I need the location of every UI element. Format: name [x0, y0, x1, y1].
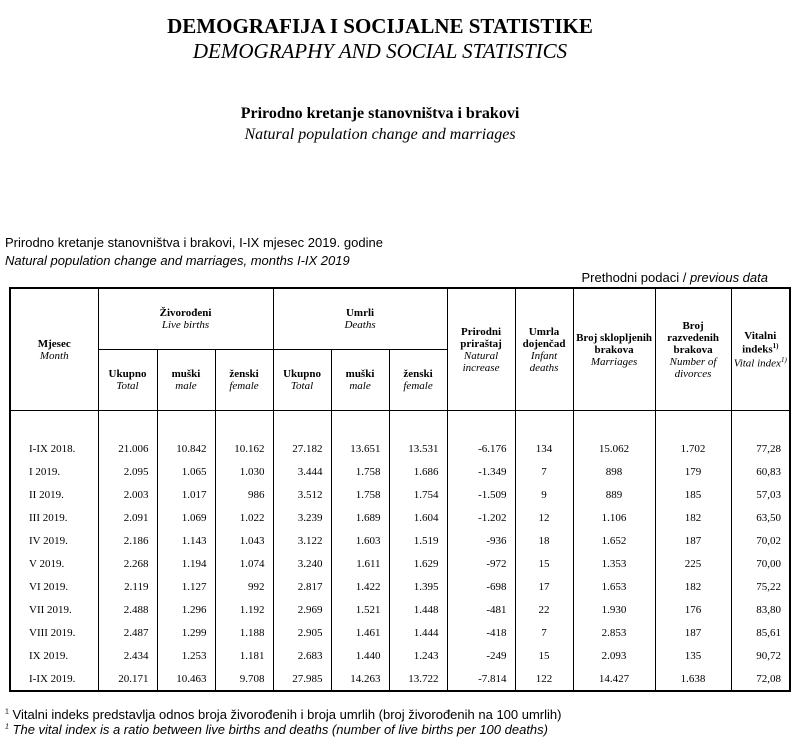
row-value: 1.065 [157, 460, 215, 483]
row-month: IX 2019. [29, 649, 69, 662]
row-value: 2.434 [98, 644, 157, 667]
row-value: 9.708 [215, 667, 273, 691]
row-value: 1.243 [389, 644, 447, 667]
row-value: 185 [655, 483, 731, 506]
row-value: 122 [515, 667, 573, 691]
row-value: 182 [655, 506, 731, 529]
row-value: 3.122 [273, 529, 331, 552]
row-value: -249 [447, 644, 515, 667]
row-value: 1.299 [157, 621, 215, 644]
row-value: 2.119 [98, 575, 157, 598]
row-value: 1.652 [573, 529, 655, 552]
row-value: 986 [215, 483, 273, 506]
row-value: -1.349 [447, 460, 515, 483]
row-value: -936 [447, 529, 515, 552]
table-row [10, 667, 790, 691]
section-title: Prirodno kretanje stanovništva i brakovi [240, 105, 520, 122]
row-value: 135 [655, 644, 731, 667]
table-row [10, 644, 790, 667]
row-value: 2.091 [98, 506, 157, 529]
row-value: -418 [447, 621, 515, 644]
row-value: 70,02 [731, 529, 790, 552]
row-value: 2.905 [273, 621, 331, 644]
row-month: III 2019. [29, 511, 68, 524]
row-value: 1.143 [157, 529, 215, 552]
row-value: 2.003 [98, 483, 157, 506]
row-value: 1.754 [389, 483, 447, 506]
row-value: 1.758 [331, 460, 389, 483]
row-value: 1.521 [331, 598, 389, 621]
row-value: 2.268 [98, 552, 157, 575]
row-value: 1.422 [331, 575, 389, 598]
row-value: 1.519 [389, 529, 447, 552]
table-row [10, 575, 790, 598]
footnote-en: $^1$ The vital index is a ratio between live births and deaths (number of live births per 100 deaths) [5, 722, 548, 737]
row-value: 1.127 [157, 575, 215, 598]
note-label: Prethodni podaci / [581, 270, 687, 285]
row-value: 21.006 [98, 437, 157, 460]
row-value: 898 [573, 460, 655, 483]
row-value: 2.853 [573, 621, 655, 644]
row-value: 1.603 [331, 529, 389, 552]
row-value: 15.062 [573, 437, 655, 460]
row-value: 2.095 [98, 460, 157, 483]
row-value: 15 [515, 644, 573, 667]
page-title: DEMOGRAFIJA I SOCIJALNE STATISTIKE [167, 14, 593, 38]
preliminary-data-note [582, 270, 768, 285]
header-live-births: Živorođeni Live births [98, 288, 273, 350]
row-value: 14.427 [573, 667, 655, 691]
row-value: 1.395 [389, 575, 447, 598]
row-value: 1.638 [655, 667, 731, 691]
row-value: 187 [655, 621, 731, 644]
row-value: 187 [655, 529, 731, 552]
table-caption-en: Natural population change and marriages, months I-IX 2019 [5, 253, 350, 268]
header-infant-deaths: Umrla dojenčad Infant deaths [515, 288, 573, 411]
row-month: VII 2019. [29, 603, 72, 616]
row-value: 1.629 [389, 552, 447, 575]
table-row [10, 437, 790, 460]
row-value: 134 [515, 437, 573, 460]
row-month: II 2019. [29, 488, 64, 501]
row-value: 14.263 [331, 667, 389, 691]
row-value: 13.722 [389, 667, 447, 691]
row-value: 1.689 [331, 506, 389, 529]
row-value: 1.611 [331, 552, 389, 575]
row-value: 60,83 [731, 460, 790, 483]
row-value: 9 [515, 483, 573, 506]
row-value: 13.651 [331, 437, 389, 460]
row-value: 27.182 [273, 437, 331, 460]
row-value: 1.030 [215, 460, 273, 483]
row-value: 22 [515, 598, 573, 621]
row-value: 1.686 [389, 460, 447, 483]
table-row [10, 621, 790, 644]
row-value: 1.069 [157, 506, 215, 529]
header-deaths-total: Ukupno Total [273, 350, 331, 411]
header-births-male: muški male [157, 350, 215, 411]
row-value: 70,00 [731, 552, 790, 575]
row-value: 12 [515, 506, 573, 529]
row-value: 2.487 [98, 621, 157, 644]
row-month: IV 2019. [29, 534, 68, 547]
header-deaths-male: muški male [331, 350, 389, 411]
row-month: V 2019. [29, 557, 65, 570]
row-value: 1.440 [331, 644, 389, 667]
row-month: I-IX 2019. [29, 672, 76, 685]
row-month: I-IX 2018. [29, 442, 76, 455]
row-value: 1.022 [215, 506, 273, 529]
row-value: 1.444 [389, 621, 447, 644]
footnote: $^1$ Vitalni indeks predstavlja odnos broja živorođenih i broja umrlih (broj živorođenih na 100 umrlih) [5, 707, 562, 722]
row-month: VIII 2019. [29, 626, 76, 639]
row-value: 2.488 [98, 598, 157, 621]
row-value: -481 [447, 598, 515, 621]
row-value: 15 [515, 552, 573, 575]
table-row [10, 483, 790, 506]
row-value: -1.202 [447, 506, 515, 529]
row-value: 1.448 [389, 598, 447, 621]
row-value: 83,80 [731, 598, 790, 621]
row-value: 10.463 [157, 667, 215, 691]
row-value: 77,28 [731, 437, 790, 460]
row-value: 1.181 [215, 644, 273, 667]
table-row [10, 552, 790, 575]
row-value: 1.074 [215, 552, 273, 575]
row-value: 63,50 [731, 506, 790, 529]
section-title-en: Natural population change and marriages [244, 126, 516, 143]
row-value: 75,22 [731, 575, 790, 598]
row-value: 7 [515, 621, 573, 644]
row-value: -698 [447, 575, 515, 598]
header-divorces: Broj razvedenih brakova Number of divorces [655, 288, 731, 411]
row-value: 3.444 [273, 460, 331, 483]
row-value: 57,03 [731, 483, 790, 506]
row-value: -972 [447, 552, 515, 575]
row-value: 1.043 [215, 529, 273, 552]
row-value: 1.106 [573, 506, 655, 529]
header-month: Mjesec Month [10, 288, 98, 411]
table-row [10, 506, 790, 529]
row-value: 176 [655, 598, 731, 621]
row-value: 1.604 [389, 506, 447, 529]
row-value: 2.969 [273, 598, 331, 621]
row-value: 2.093 [573, 644, 655, 667]
row-value: 27.985 [273, 667, 331, 691]
row-value: 1.253 [157, 644, 215, 667]
row-value: 1.461 [331, 621, 389, 644]
row-value: 13.531 [389, 437, 447, 460]
row-value: 1.653 [573, 575, 655, 598]
row-value: -7.814 [447, 667, 515, 691]
table-caption: Prirodno kretanje stanovništva i brakovi, I-IX mjesec 2019. godine [5, 235, 383, 250]
row-value: 10.842 [157, 437, 215, 460]
row-value: 1.192 [215, 598, 273, 621]
row-value: 18 [515, 529, 573, 552]
row-value: 72,08 [731, 667, 790, 691]
header-deaths-female: ženski female [389, 350, 447, 411]
header-vital-index: Vitalni indeks$^{1)}$ Vital index$^{1)}$ [731, 288, 790, 411]
header-natural-increase: Prirodni priraštaj Natural increase [447, 288, 515, 411]
table-row [10, 529, 790, 552]
table-row [10, 598, 790, 621]
row-value: 1.353 [573, 552, 655, 575]
row-value: 90,72 [731, 644, 790, 667]
header-deaths: Umrli Deaths [273, 288, 447, 350]
row-value: 3.512 [273, 483, 331, 506]
row-value: 1.194 [157, 552, 215, 575]
row-value: -6.176 [447, 437, 515, 460]
statistics-table [9, 287, 791, 692]
row-month: I 2019. [29, 465, 61, 478]
row-value: 1.702 [655, 437, 731, 460]
row-value: -1.509 [447, 483, 515, 506]
header-marriages: Broj sklopljenih brakova Marriages [573, 288, 655, 411]
row-value: 3.239 [273, 506, 331, 529]
row-value: 889 [573, 483, 655, 506]
row-value: 992 [215, 575, 273, 598]
row-value: 1.017 [157, 483, 215, 506]
row-value: 1.296 [157, 598, 215, 621]
row-value: 2.186 [98, 529, 157, 552]
row-value: 7 [515, 460, 573, 483]
row-value: 3.240 [273, 552, 331, 575]
row-value: 179 [655, 460, 731, 483]
row-value: 225 [655, 552, 731, 575]
row-value: 20.171 [98, 667, 157, 691]
header-births-female: ženski female [215, 350, 273, 411]
table-row [10, 460, 790, 483]
row-value: 1.188 [215, 621, 273, 644]
row-value: 182 [655, 575, 731, 598]
header-births-total: Ukupno Total [98, 350, 157, 411]
row-value: 2.683 [273, 644, 331, 667]
row-value: 2.817 [273, 575, 331, 598]
row-value: 17 [515, 575, 573, 598]
row-value: 1.758 [331, 483, 389, 506]
row-month: VI 2019. [29, 580, 69, 593]
note-label-en: previous data [689, 270, 768, 285]
row-value: 85,61 [731, 621, 790, 644]
row-value: 10.162 [215, 437, 273, 460]
page-title-en: DEMOGRAPHY AND SOCIAL STATISTICS [192, 39, 568, 63]
row-value: 1.930 [573, 598, 655, 621]
